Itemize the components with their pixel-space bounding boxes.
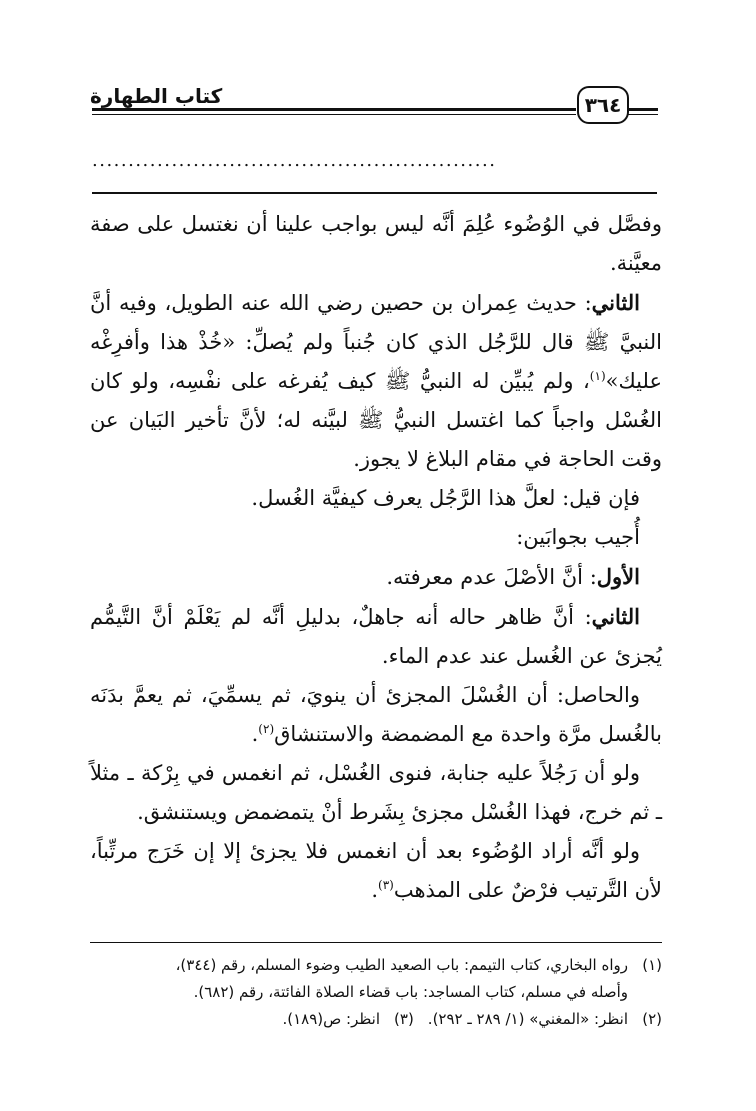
- footnote-2-number: (٢): [642, 1010, 662, 1028]
- paragraph-2-text: : حديث عِمران بن حصين رضي الله عنه الطويل، وفيه أنَّ النبيَّ ﷺ قال للرَّجُل الذي كان جُنباً ولم يُصلِّ: «خُذْ هذا وأفرِغْه عليك»: [90, 291, 662, 393]
- paragraph-9-end: .: [371, 878, 379, 902]
- dotted-separator: ........................................................: [92, 150, 497, 171]
- paragraph-7-end: .: [251, 722, 259, 746]
- page-number: ٣٦٤: [577, 86, 629, 124]
- main-text: [90, 205, 662, 910]
- header-rule-right-thin: [626, 114, 658, 115]
- footnote-2-text: انظر: «المغني» (١/ ٢٨٩ ـ ٢٩٢).: [427, 1010, 628, 1028]
- paragraph-1: وفصَّل في الوُضُوء عُلِمَ أنَّه ليس بواجب علينا أن نغتسل على صفة معيَّنة.: [90, 212, 662, 275]
- footnote-1-continued: وأصله في مسلم، كتاب المساجد: باب قضاء الصلاة الفائتة، رقم (٦٨٢).: [193, 983, 628, 1001]
- paragraph-9: [90, 832, 662, 910]
- footnote-1: [90, 952, 662, 979]
- footnote-ref-3[interactable]: (٣): [378, 878, 394, 892]
- paragraph-7: [90, 676, 662, 754]
- paragraph-6-text: : أنَّ ظاهر حاله أنه جاهلٌ، بدليلِ أنَّه لم يَعْلَمْ أنَّ التَّيمُّم يُجزئ عن الغُسل عند عدم الماء.: [90, 605, 662, 668]
- paragraph-9-text: ولو أنَّه أراد الوُضُوء بعد أن انغمس فلا يجزئ إلا إن خَرَج مرتِّباً، لأن التَّرتيب فرْضٌ على المذهب: [90, 839, 662, 902]
- footnote-3-text: انظر: ص(١٨٩).: [282, 1010, 381, 1028]
- top-rule: [92, 192, 657, 194]
- footnote-ref-2[interactable]: (٢): [258, 722, 275, 736]
- paragraph-6: [90, 597, 662, 676]
- footnote-ref-1[interactable]: (١): [589, 369, 606, 383]
- paragraph-3: فإن قيل: لعلَّ هذا الرَّجُل يعرف كيفيَّة الغُسل.: [251, 486, 640, 510]
- footnote-3-number: (٣): [394, 1010, 414, 1028]
- header-rule-thin: [92, 114, 576, 115]
- paragraph-5-text: : أنَّ الأصْلَ عدم معرفته.: [386, 565, 597, 589]
- paragraph-2-text-cont: ، ولم يُبيِّن له النبيُّ ﷺ كيف يُفرغه على نفْسِه، ولو كان الغُسْل واجباً كما اغتسل النبيُّ ﷺ لبيَّنه له؛ لأنَّ تأخير البَيان عن وقت الحاجة في مقام البلاغ لا يجوز.: [90, 369, 662, 471]
- header-rule-right: [626, 108, 658, 111]
- paragraph-2-label: الثاني: [591, 290, 640, 315]
- header-rule: [92, 108, 576, 111]
- paragraph-7-text: والحاصل: أن الغُسْلَ المجزئ أن ينويَ، ثم يسمِّيَ، ثم يعمَّ بدَنَه بالغُسل مرَّة واحدة مع المضمضة والاستنشاق: [90, 683, 662, 746]
- paragraph-5: [90, 557, 662, 597]
- footnote-1-number: (١): [642, 956, 662, 974]
- footnote-rule: [90, 942, 662, 943]
- paragraph-8: ولو أن رَجُلاً عليه جنابة، فنوى الغُسْل، ثم انغمس في بِرْكة ـ مثلاً ـ ثم خرج، فهذا الغُسْل مجزئ بِشَرط أنْ يتمضمض ويستنشق.: [90, 761, 662, 824]
- footnote-2-3: [90, 1006, 662, 1033]
- chapter-title: كتاب الطهارة: [90, 84, 223, 108]
- paragraph-5-label: الأول: [596, 564, 640, 589]
- paragraph-4: أُجيب بجوابَين:: [516, 525, 640, 549]
- footnote-1-line1: رواه البخاري، كتاب التيمم: باب الصعيد الطيب وضوء المسلم، رقم (٣٤٤)،: [175, 956, 628, 974]
- paragraph-2: [90, 283, 662, 479]
- footnotes: [90, 952, 662, 1033]
- paragraph-6-label: الثاني: [591, 604, 640, 629]
